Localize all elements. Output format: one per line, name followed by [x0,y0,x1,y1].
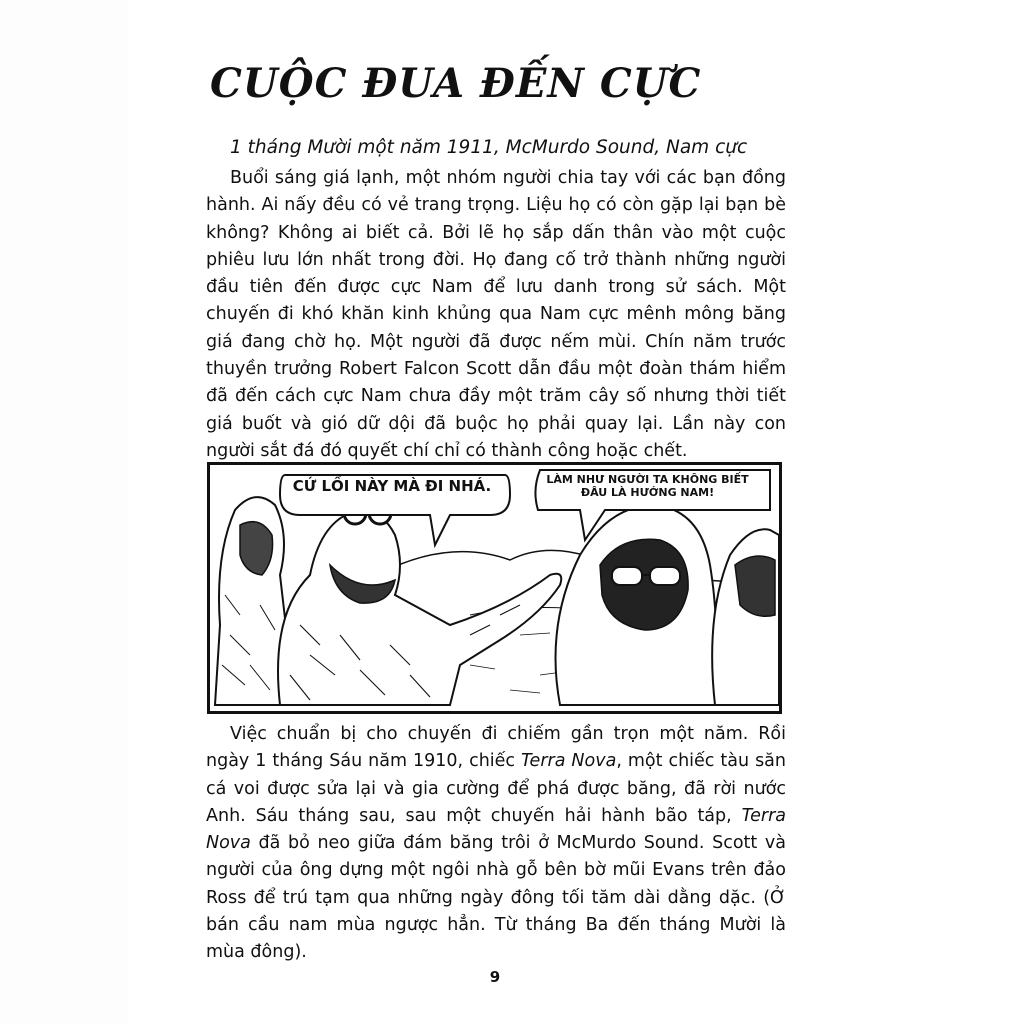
page-number: 9 [489,968,501,986]
ship-name: Terra Nova [206,805,786,854]
dateline: 1 tháng Mười một năm 1911, McMurdo Sound, Nam cực [230,137,748,158]
comic-panel [207,462,782,714]
comic-illustration [210,465,779,711]
paragraph-text: đã bỏ neo giữa đám băng trôi ở McMurdo Sound. Scott và người của ông dựng một ngôi nhà gỗ bên bờ mũi Evans trên đảo Ross để trú tạm qua những ngày đông tối tăm dài dằng dặc. (Ở bán cầu nam mùa ngược hẳn. Từ tháng Ba đến tháng Mười là mùa đông). [206,833,786,963]
paragraph-preparation [206,721,786,967]
paragraph-text: , một chiếc tàu săn cá voi được sửa lại và gia cường để phá được băng, đã rời nước Anh. Sáu tháng sau, sau một chuyến hải hành bão táp, [206,751,786,826]
chapter-title: CUỘC ĐUA ĐẾN CỰC [210,60,702,107]
ship-name: Terra Nova [521,751,617,772]
speech-bubble-2: LÀM NHƯ NGƯỜI TA KHÔNG BIẾT ĐÂU LÀ HƯỚNG NAM! [546,473,749,499]
speech-bubble-1: CỨ LỐI NÀY MÀ ĐI NHÁ. [292,477,492,495]
paragraph-intro: Buổi sáng giá lạnh, một nhóm người chia tay với các bạn đồng hành. Ai nấy đều có vẻ trang trọng. Liệu họ có còn gặp lại bạn bè không? Không ai biết cả. Bởi lẽ họ sắp dấn thân vào một cuộc phiêu lưu lớn nhất trong đời. Họ đang cố trở thành những người đầu tiên đến được cực Nam để lưu danh trong sử sách. Một chuyến đi khó khăn kinh khủng qua Nam cực mênh mông băng giá đang chờ họ. Một người đã được nếm mùi. Chín năm trước thuyền trưởng Robert Falcon Scott dẫn đầu một đoàn thám hiểm đã đến cách cực Nam chưa đầy một trăm cây số nhưng thời tiết giá buốt và gió dữ dội đã buộc họ phải quay lại. Lần này con người sắt đá đó quyết chí chỉ có thành công hoặc chết. [206,168,786,461]
page-margin [0,0,128,1024]
paragraph-text: Việc chuẩn bị cho chuyến đi chiếm gần trọn một năm. Rồi ngày 1 tháng Sáu năm 1910, chiếc [206,724,786,772]
